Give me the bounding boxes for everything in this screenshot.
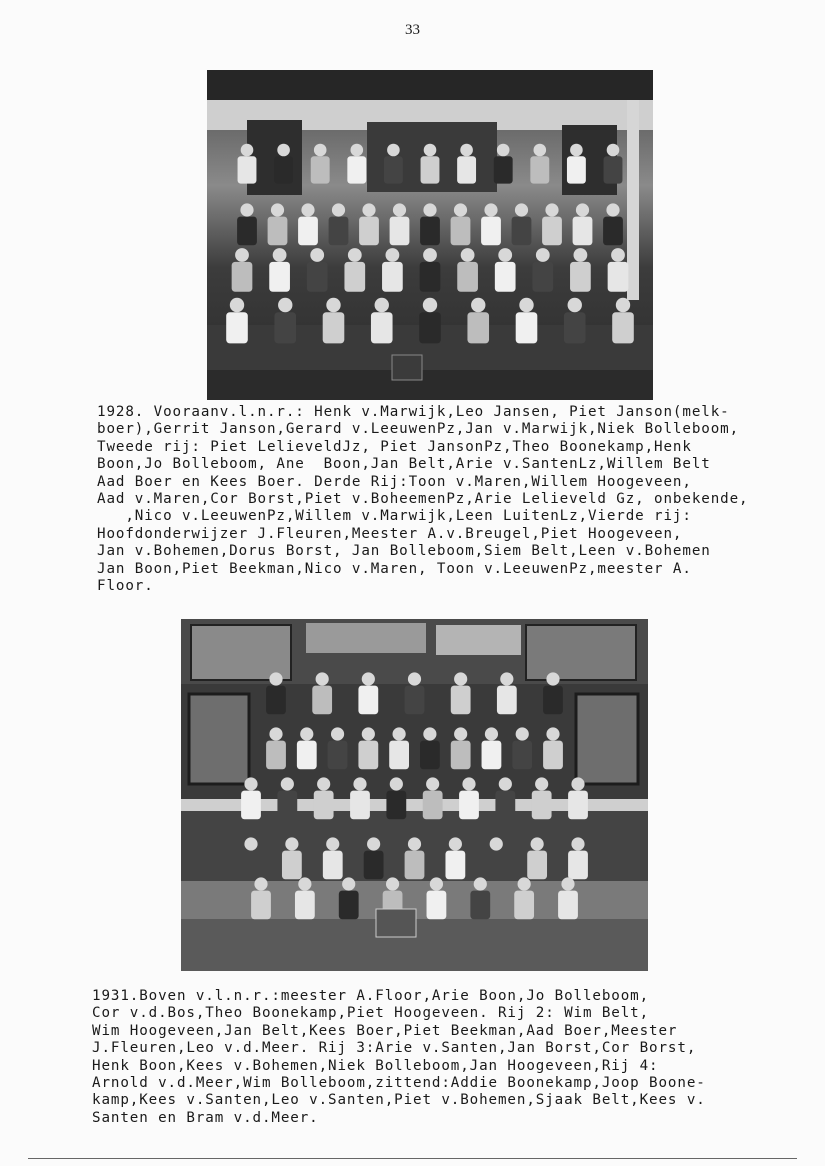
caption-line: 1931.Boven v.l.n.r.:meester A.Floor,Arie Boon,Jo Bolleboom, — [92, 988, 650, 1004]
photo-image-1931 — [181, 619, 648, 971]
caption-line: Aad Boer en Kees Boer. Derde Rij:Toon v.Maren,Willem Hoogeveen, — [97, 473, 692, 490]
photo-image-1928 — [207, 70, 653, 400]
caption-line: J.Fleuren,Leo v.d.Meer. Rij 3:Arie v.Santen,Jan Borst,Cor Borst, — [92, 1040, 697, 1057]
caption-line: Arnold v.d.Meer,Wim Bolleboom,zittend:Addie Boonekamp,Joop Boone- — [92, 1075, 706, 1092]
school-class-photo-1931 — [181, 619, 648, 971]
school-class-photo-1928 — [207, 70, 653, 400]
caption-line: Henk Boon,Kees v.Bohemen,Niek Bolleboom,Jan Hoogeveen,Rij 4: — [92, 1057, 659, 1074]
caption-line: kamp,Kees v.Santen,Leo v.Santen,Piet v.Bohemen,Sjaak Belt,Kees v. — [92, 1092, 706, 1109]
page-bottom-rule — [28, 1158, 797, 1159]
page-number: 33 — [405, 22, 420, 38]
caption-line: ,Nico v.LeeuwenPz,Willem v.Marwijk,Leen LuitenLz,Vierde rij: — [97, 508, 692, 525]
caption-line: Santen en Bram v.d.Meer. — [92, 1109, 319, 1126]
caption-line: boer),Gerrit Janson,Gerard v.LeeuwenPz,Jan v.Marwijk,Niek Bolleboom, — [97, 421, 740, 438]
caption-line: 1928. Vooraanv.l.n.r.: Henk v.Marwijk,Leo Jansen, Piet Janson(melk- — [97, 404, 730, 420]
caption-line: Cor v.d.Bos,Theo Boonekamp,Piet Hoogeveen. Rij 2: Wim Belt, — [92, 1005, 650, 1022]
caption-line: Aad v.Maren,Cor Borst,Piet v.BoheemenPz,Arie Lelieveld Gz, onbekende, — [97, 491, 749, 508]
caption-line: Hoofdonderwijzer J.Fleuren,Meester A.v.Breugel,Piet Hoogeveen, — [97, 525, 683, 542]
caption-line: Tweede rij: Piet LelieveldJz, Piet JansonPz,Theo Boonekamp,Henk — [97, 438, 692, 455]
caption-line: Jan Boon,Piet Beekman,Nico v.Maren, Toon v.LeeuwenPz,meester A. — [97, 560, 692, 577]
photo-caption-1931 — [92, 988, 706, 1127]
photo-caption-1928 — [97, 404, 748, 595]
caption-line: Boon,Jo Bolleboom, Ane Boon,Jan Belt,Arie v.SantenLz,Willem Belt — [97, 456, 711, 473]
caption-line: Wim Hoogeveen,Jan Belt,Kees Boer,Piet Beekman,Aad Boer,Meester — [92, 1022, 678, 1039]
caption-line: Floor. — [97, 578, 154, 595]
caption-line: Jan v.Bohemen,Dorus Borst, Jan Bolleboom,Siem Belt,Leen v.Bohemen — [97, 543, 711, 560]
